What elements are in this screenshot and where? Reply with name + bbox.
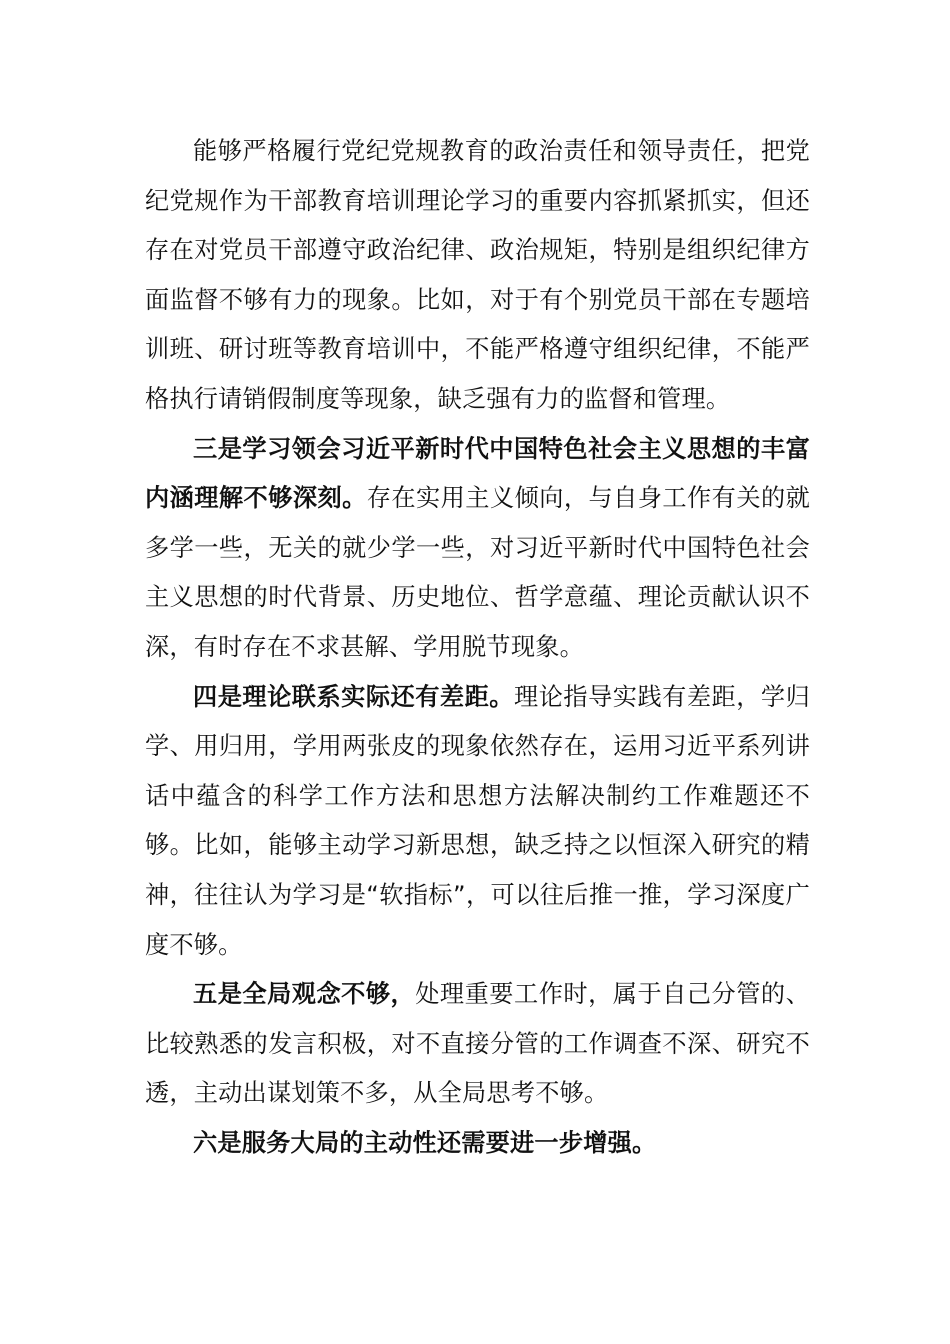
paragraph-5-lead: 六是服务大局的主动性还需要进一步增强。 [193,1128,657,1157]
paragraph-4 [145,970,810,1119]
paragraph-4-text: 处理重要工作时，属于自己分管的、比较熟悉的发言积极，对不直接分管的工作调查不深、研究不透，主动出谋划策不多，从全局思考不够。 [145,980,810,1108]
paragraph-1 [145,127,810,425]
paragraph-3 [145,673,810,971]
paragraph-2 [145,425,810,673]
paragraph-3-text: 理论指导实践有差距，学归学、用归用，学用两张皮的现象依然存在，运用习近平系列讲话中蕴含的科学工作方法和思想方法解决制约工作难题还不够。比如，能够主动学习新思想，缺乏持之以恒深入研究的精神，往往认为学习是“软指标”，可以往后推一推，学习深度广度不够。 [145,682,810,959]
paragraph-2-text: 存在实用主义倾向，与自身工作有关的就多学一些，无关的就少学一些，对习近平新时代中国特色社会主义思想的时代背景、历史地位、哲学意蕴、理论贡献认识不深，有时存在不求甚解、学用脱节现象。 [145,484,810,661]
paragraph-4-lead: 五是全局观念不够， [193,980,416,1009]
paragraph-2-lead: 三是学习领会习近平新时代中国特色社会主义思想的丰富内涵理解不够深刻。 [145,434,810,513]
document-body [145,127,810,1168]
paragraph-1-text: 能够严格履行党纪党规教育的政治责任和领导责任，把党纪党规作为干部教育培训理论学习的重要内容抓紧抓实，但还存在对党员干部遵守政治纪律、政治规矩，特别是组织纪律方面监督不够有力的现象。比如，对于有个别党员干部在专题培训班、研讨班等教育培训中，不能严格遵守组织纪律，不能严格执行请销假制度等现象，缺乏强有力的监督和管理。 [145,137,810,413]
paragraph-5 [145,1119,810,1169]
paragraph-3-lead: 四是理论联系实际还有差距。 [193,682,514,711]
